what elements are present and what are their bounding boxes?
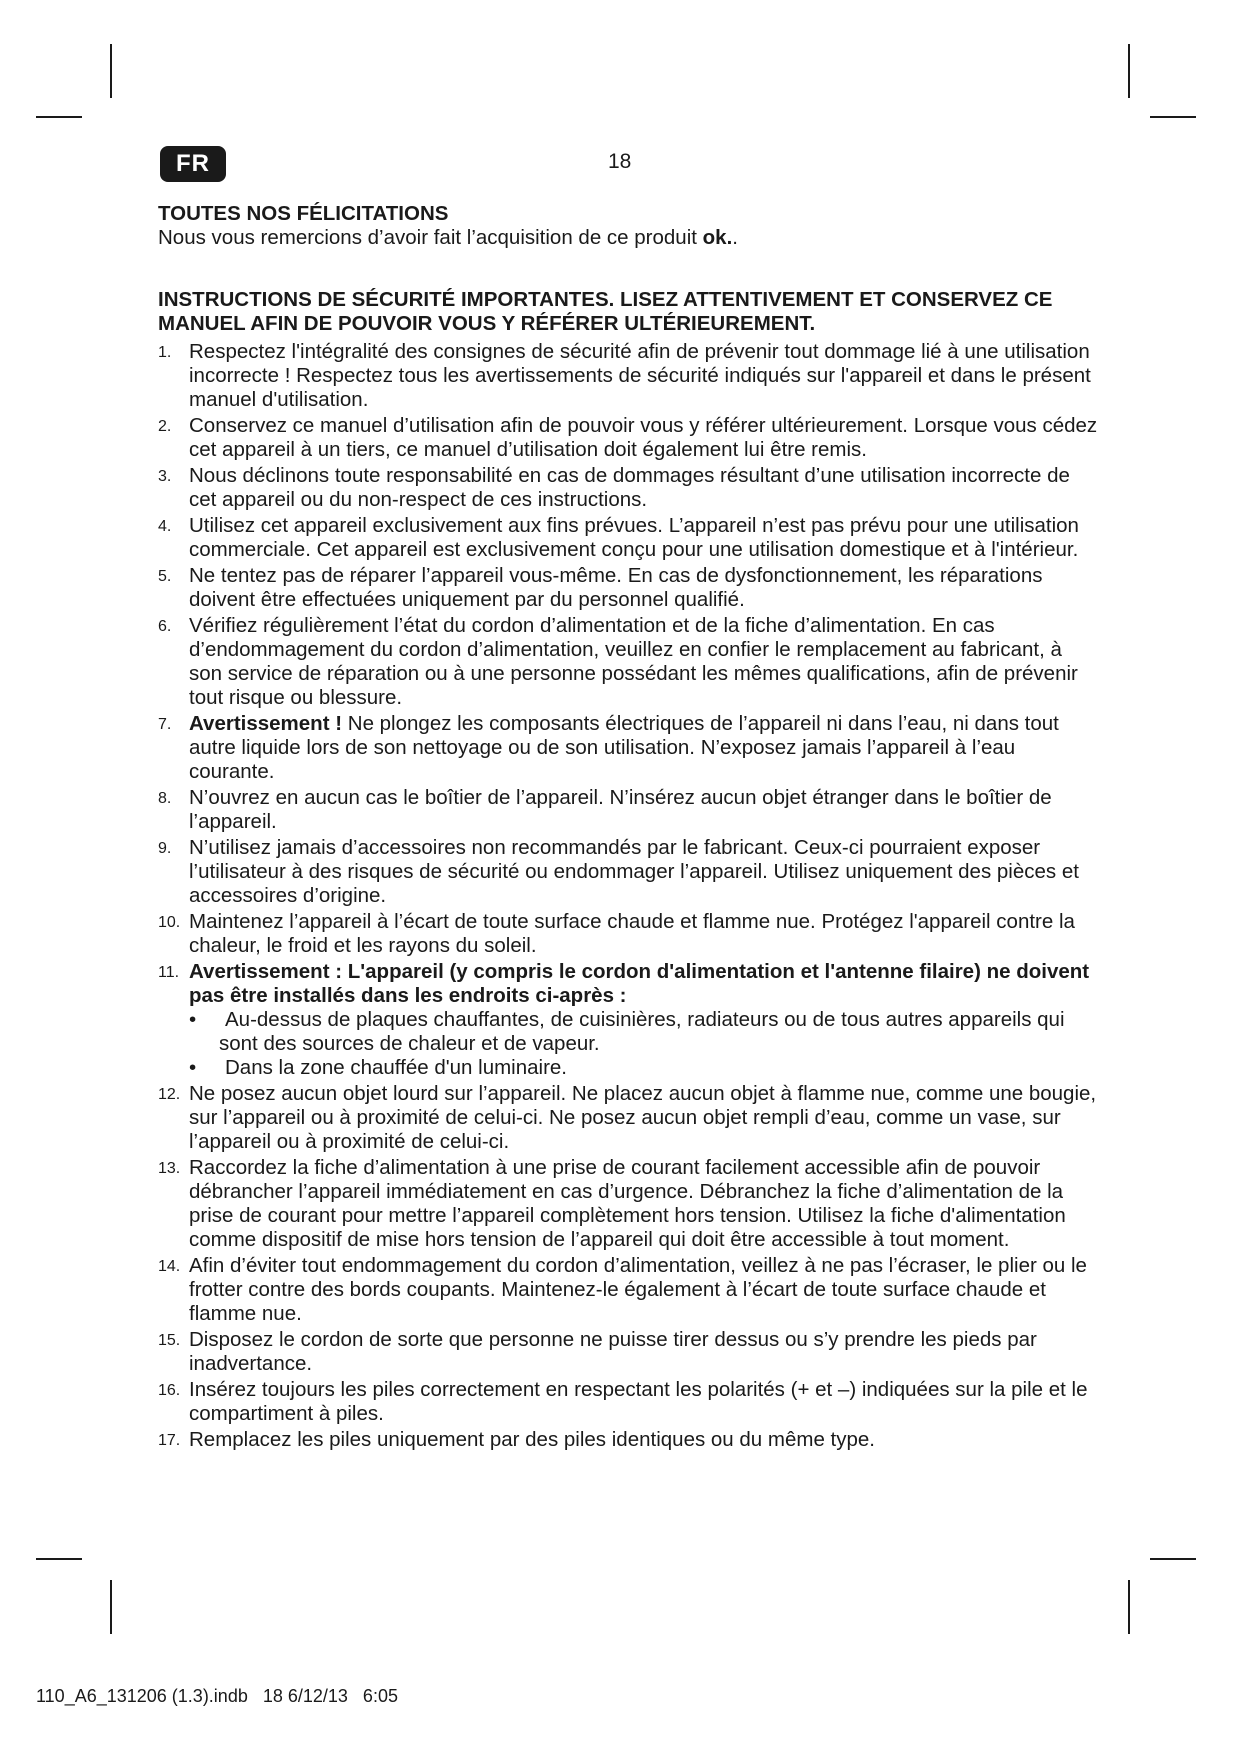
item-text: Disposez le cordon de sorte que personne ne puisse tirer dessus ou s’y prendre les pieds par inadvertance. bbox=[189, 1328, 1037, 1375]
list-item bbox=[158, 414, 1098, 462]
list-item bbox=[158, 514, 1098, 562]
crop-mark-bottom-right-horizontal bbox=[1150, 1558, 1196, 1560]
warning-label: Avertissement : L'appareil (y compris le cordon d'alimentation et l'antenne filaire) ne doivent pas être installés dans les endroits ci-après : bbox=[189, 960, 1090, 1007]
crop-mark-bottom-left-vertical bbox=[110, 1580, 112, 1634]
crop-mark-bottom-right-vertical bbox=[1128, 1580, 1130, 1634]
sub-bullet-item bbox=[189, 1056, 1098, 1080]
sub-bullet-list bbox=[189, 1008, 1098, 1080]
safety-heading: INSTRUCTIONS DE SÉCURITÉ IMPORTANTES. LISEZ ATTENTIVEMENT ET CONSERVEZ CE MANUEL AFIN DE POUVOIR VOUS Y RÉFÉRER ULTÉRIEUREMENT. bbox=[158, 288, 1053, 335]
intro-paragraph bbox=[158, 226, 1098, 250]
crop-mark-top-right-vertical bbox=[1128, 44, 1130, 98]
bullet-dot: • bbox=[189, 1008, 197, 1031]
item-number: 11. bbox=[158, 964, 180, 981]
item-number: 8. bbox=[158, 790, 172, 807]
crop-mark-bottom-left-horizontal bbox=[36, 1558, 82, 1560]
item-number: 14. bbox=[158, 1258, 181, 1275]
item-number: 12. bbox=[158, 1086, 181, 1103]
item-text: Maintenez l’appareil à l’écart de toute surface chaude et flamme nue. Protégez l'appareil contre la chaleur, le froid et les rayons du soleil. bbox=[189, 910, 1075, 957]
list-item bbox=[158, 1082, 1098, 1154]
sub-bullet-item bbox=[189, 1008, 1098, 1056]
item-number: 17. bbox=[158, 1432, 181, 1449]
safety-instructions-list bbox=[158, 340, 1098, 1452]
page-number: 18 bbox=[608, 150, 632, 173]
crop-mark-top-left-horizontal bbox=[36, 116, 82, 118]
item-number: 9. bbox=[158, 840, 172, 857]
crop-mark-top-left-vertical bbox=[110, 44, 112, 98]
item-text: Remplacez les piles uniquement par des piles identiques ou du même type. bbox=[189, 1428, 875, 1451]
print-slug: 110_A6_131206 (1.3).indb 18 6/12/13 6:05 bbox=[36, 1686, 398, 1706]
list-item bbox=[158, 1254, 1098, 1326]
item-text: Ne tentez pas de réparer l’appareil vous-même. En cas de dysfonctionnement, les réparations doivent être effectuées uniquement par du personnel qualifié. bbox=[189, 564, 1043, 611]
list-item bbox=[158, 1156, 1098, 1252]
item-number: 2. bbox=[158, 418, 172, 435]
list-item bbox=[158, 836, 1098, 908]
warning-label: Avertissement ! bbox=[189, 712, 343, 735]
item-number: 4. bbox=[158, 518, 172, 535]
bullet-text: Dans la zone chauffée d'un luminaire. bbox=[225, 1056, 568, 1079]
item-number: 7. bbox=[158, 716, 172, 733]
item-text: Conservez ce manuel d’utilisation afin de pouvoir vous y référer ultérieurement. Lorsque vous cédez cet appareil à un tiers, ce manuel d’utilisation doit également lui être remis. bbox=[189, 414, 1098, 461]
bullet-dot: • bbox=[189, 1056, 197, 1079]
list-item bbox=[158, 910, 1098, 958]
bullet-text: Au-dessus de plaques chauffantes, de cuisinières, radiateurs ou de tous autres appareils qui sont des sources de chaleur et de vapeur. bbox=[219, 1008, 1065, 1055]
item-text: Utilisez cet appareil exclusivement aux fins prévues. L’appareil n’est pas prévu pour une utilisation commerciale. Cet appareil est exclusivement conçu pour une utilisation domestique et à l'intérieur. bbox=[189, 514, 1079, 561]
item-text: Vérifiez régulièrement l’état du cordon d’alimentation et de la fiche d’alimentation. En cas d’endommagement du cordon d’alimentation, veuillez en confier le remplacement au fabricant, à son service de réparation ou à une personne possédant les mêmes qualifications, afin de prévenir tout risque ou blessure. bbox=[189, 614, 1078, 709]
item-number: 5. bbox=[158, 568, 172, 585]
item-text: N’utilisez jamais d’accessoires non recommandés par le fabricant. Ceux-ci pourraient exposer l’utilisateur à des risques de sécurité ou endommager l’appareil. Utilisez uniquement des pièces et accessoires d’origine. bbox=[189, 836, 1079, 907]
list-item bbox=[158, 1378, 1098, 1426]
document-body bbox=[158, 202, 1098, 1454]
item-text: Ne posez aucun objet lourd sur l’appareil. Ne placez aucun objet à flamme nue, comme une bougie, sur l’appareil ou à proximité de celui-ci. Ne posez aucun objet rempli d’eau, comme un vase, sur l’appareil ou à proximité de celui-ci. bbox=[189, 1082, 1097, 1153]
item-number: 3. bbox=[158, 468, 172, 485]
intro-text: Nous vous remercions d’avoir fait l’acquisition de ce produit bbox=[158, 226, 703, 249]
list-item bbox=[158, 614, 1098, 710]
item-text: Insérez toujours les piles correctement en respectant les polarités (+ et –) indiquées sur la pile et le compartiment à piles. bbox=[189, 1378, 1088, 1425]
item-number: 1. bbox=[158, 344, 172, 361]
crop-mark-top-right-horizontal bbox=[1150, 116, 1196, 118]
item-text: Ne plongez les composants électriques de l’appareil ni dans l’eau, ni dans tout autre liquide lors de son nettoyage ou de son utilisation. N’exposez jamais l’appareil à l’eau courante. bbox=[189, 712, 1059, 783]
list-item bbox=[158, 1428, 1098, 1452]
congratulations-title: TOUTES NOS FÉLICITATIONS bbox=[158, 202, 449, 225]
list-item bbox=[158, 712, 1098, 784]
list-item bbox=[158, 340, 1098, 412]
intro-end: . bbox=[732, 226, 738, 249]
language-badge: FR bbox=[160, 146, 226, 182]
list-item bbox=[158, 564, 1098, 612]
item-number: 16. bbox=[158, 1382, 181, 1399]
item-text: Afin d’éviter tout endommagement du cordon d’alimentation, veillez à ne pas l’écraser, le plier ou le frotter contre des bords coupants. Maintenez-le également à l’écart de toute surface chaude et flamme nue. bbox=[189, 1254, 1087, 1325]
item-number: 13. bbox=[158, 1160, 181, 1177]
list-item bbox=[158, 786, 1098, 834]
list-item bbox=[158, 464, 1098, 512]
item-number: 10. bbox=[158, 914, 181, 931]
item-text: Nous déclinons toute responsabilité en cas de dommages résultant d’une utilisation incorrecte de cet appareil ou du non-respect de ces instructions. bbox=[189, 464, 1070, 511]
item-number: 6. bbox=[158, 618, 172, 635]
list-item bbox=[158, 960, 1098, 1080]
brand-name: ok. bbox=[702, 226, 733, 249]
item-text: Respectez l'intégralité des consignes de sécurité afin de prévenir tout dommage lié à une utilisation incorrecte ! Respectez tous les avertissements de sécurité indiqués sur l'appareil et dans le présent manuel d'utilisation. bbox=[189, 340, 1091, 411]
item-number: 15. bbox=[158, 1332, 181, 1349]
item-text: Raccordez la fiche d’alimentation à une prise de courant facilement accessible afin de pouvoir débrancher l’appareil immédiatement en cas d’urgence. Débranchez la fiche d’alimentation de la prise de courant pour mettre l’appareil complètement hors tension. Utilisez la fiche d'alimentation comme dispositif de mise hors tension de l’appareil qui doit être accessible à tout moment. bbox=[189, 1156, 1066, 1251]
item-text: N’ouvrez en aucun cas le boîtier de l’appareil. N’insérez aucun objet étranger dans le boîtier de l’appareil. bbox=[189, 786, 1052, 833]
list-item bbox=[158, 1328, 1098, 1376]
